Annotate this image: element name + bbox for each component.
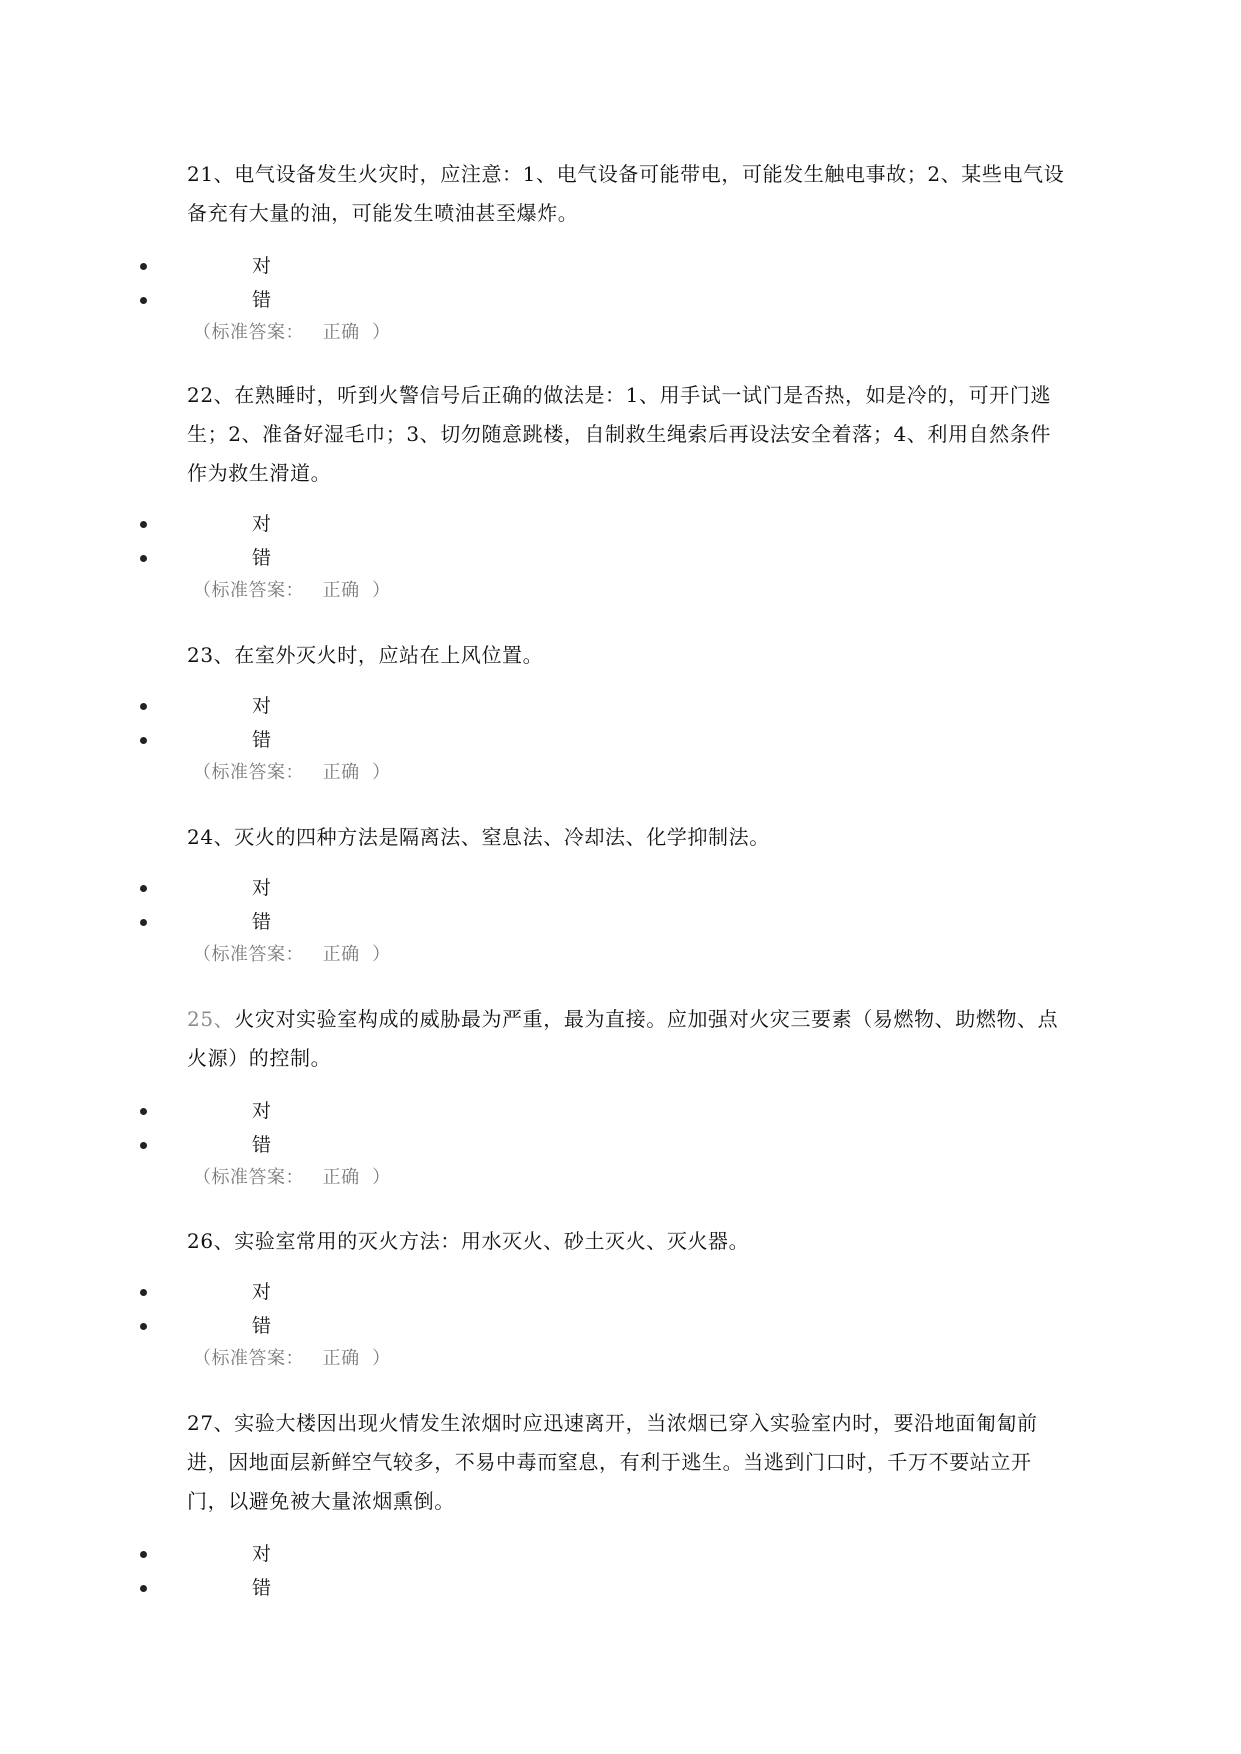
option-label: 对 (252, 513, 272, 535)
option-label: 错 (252, 289, 272, 311)
bullet-icon (140, 521, 147, 528)
question-body: 在室外灭火时，应站在上风位置。 (234, 643, 544, 667)
bullet-icon (140, 1142, 147, 1149)
question-23 (187, 636, 1067, 783)
standard-answer: （标准答案： 正确 ） (193, 580, 391, 601)
option-false[interactable] (140, 723, 440, 757)
standard-answer: （标准答案： 正确 ） (193, 762, 391, 783)
question-number: 24、 (187, 825, 235, 849)
question-text (187, 155, 1067, 233)
question-text (187, 376, 1067, 493)
option-label: 对 (252, 1100, 272, 1122)
option-label: 对 (252, 877, 272, 899)
option-true[interactable] (140, 507, 440, 541)
question-body: 在熟睡时，听到火警信号后正确的做法是：1、用手试一试门是否热，如是冷的，可开门逃生；2、准备好湿毛巾；3、切勿随意跳楼，自制救生绳索后再设法安全着落；4、利用自然条件作为救生滑道。 (187, 383, 1051, 485)
option-label: 对 (252, 1543, 272, 1565)
option-true[interactable] (140, 871, 440, 905)
option-false[interactable] (140, 905, 440, 939)
question-text (187, 1404, 1067, 1521)
question-text (187, 1000, 1067, 1078)
question-text (187, 636, 1067, 675)
standard-answer: （标准答案： 正确 ） (193, 322, 391, 343)
question-body: 火灾对实验室构成的威胁最为严重，最为直接。应加强对火灾三要素（易燃物、助燃物、点火源）的控制。 (187, 1007, 1059, 1070)
option-true[interactable] (140, 1094, 440, 1128)
bullet-icon (140, 555, 147, 562)
question-22 (187, 376, 1067, 601)
standard-answer: （标准答案： 正确 ） (193, 1167, 391, 1188)
bullet-icon (140, 1551, 147, 1558)
question-number: 21、 (187, 162, 235, 186)
option-false[interactable] (140, 283, 440, 317)
question-text (187, 818, 1067, 857)
standard-answer: （标准答案： 正确 ） (193, 1348, 391, 1369)
option-false[interactable] (140, 541, 440, 575)
question-number: 27、 (187, 1411, 235, 1435)
option-false[interactable] (140, 1571, 440, 1605)
option-label: 错 (252, 911, 272, 933)
option-false[interactable] (140, 1128, 440, 1162)
question-number: 25、 (187, 1007, 235, 1031)
question-body: 实验室常用的灭火方法：用水灭火、砂土灭火、灭火器。 (234, 1229, 750, 1253)
option-label: 错 (252, 1134, 272, 1156)
bullet-icon (140, 1585, 147, 1592)
option-true[interactable] (140, 1537, 440, 1571)
bullet-icon (140, 885, 147, 892)
bullet-icon (140, 1323, 147, 1330)
option-label: 错 (252, 547, 272, 569)
bullet-icon (140, 263, 147, 270)
bullet-icon (140, 1108, 147, 1115)
bullet-icon (140, 297, 147, 304)
option-label: 错 (252, 729, 272, 751)
standard-answer: （标准答案： 正确 ） (193, 944, 391, 965)
bullet-icon (140, 703, 147, 710)
question-24 (187, 818, 1067, 965)
option-label: 错 (252, 1315, 272, 1337)
question-number: 26、 (187, 1229, 235, 1253)
question-number: 23、 (187, 643, 235, 667)
question-25 (187, 1000, 1067, 1188)
question-body: 电气设备发生火灾时，应注意：1、电气设备可能带电，可能发生触电事故；2、某些电气设备充有大量的油，可能发生喷油甚至爆炸。 (187, 162, 1065, 225)
option-true[interactable] (140, 689, 440, 723)
question-21 (187, 155, 1067, 343)
option-label: 错 (252, 1577, 272, 1599)
question-27 (187, 1404, 1067, 1599)
option-true[interactable] (140, 1275, 440, 1309)
option-false[interactable] (140, 1309, 440, 1343)
option-label: 对 (252, 695, 272, 717)
question-body: 实验大楼因出现火情发生浓烟时应迅速离开，当浓烟已穿入实验室内时，要沿地面匍匐前进，因地面层新鲜空气较多，不易中毒而窒息，有利于逃生。当逃到门口时，千万不要站立开门，以避免被大量浓烟熏倒。 (187, 1411, 1038, 1513)
question-body: 灭火的四种方法是隔离法、窒息法、冷却法、化学抑制法。 (234, 825, 770, 849)
bullet-icon (140, 1289, 147, 1296)
bullet-icon (140, 919, 147, 926)
question-26 (187, 1222, 1067, 1369)
option-label: 对 (252, 255, 272, 277)
question-number: 22、 (187, 383, 235, 407)
option-true[interactable] (140, 249, 440, 283)
bullet-icon (140, 737, 147, 744)
question-text (187, 1222, 1067, 1261)
option-label: 对 (252, 1281, 272, 1303)
